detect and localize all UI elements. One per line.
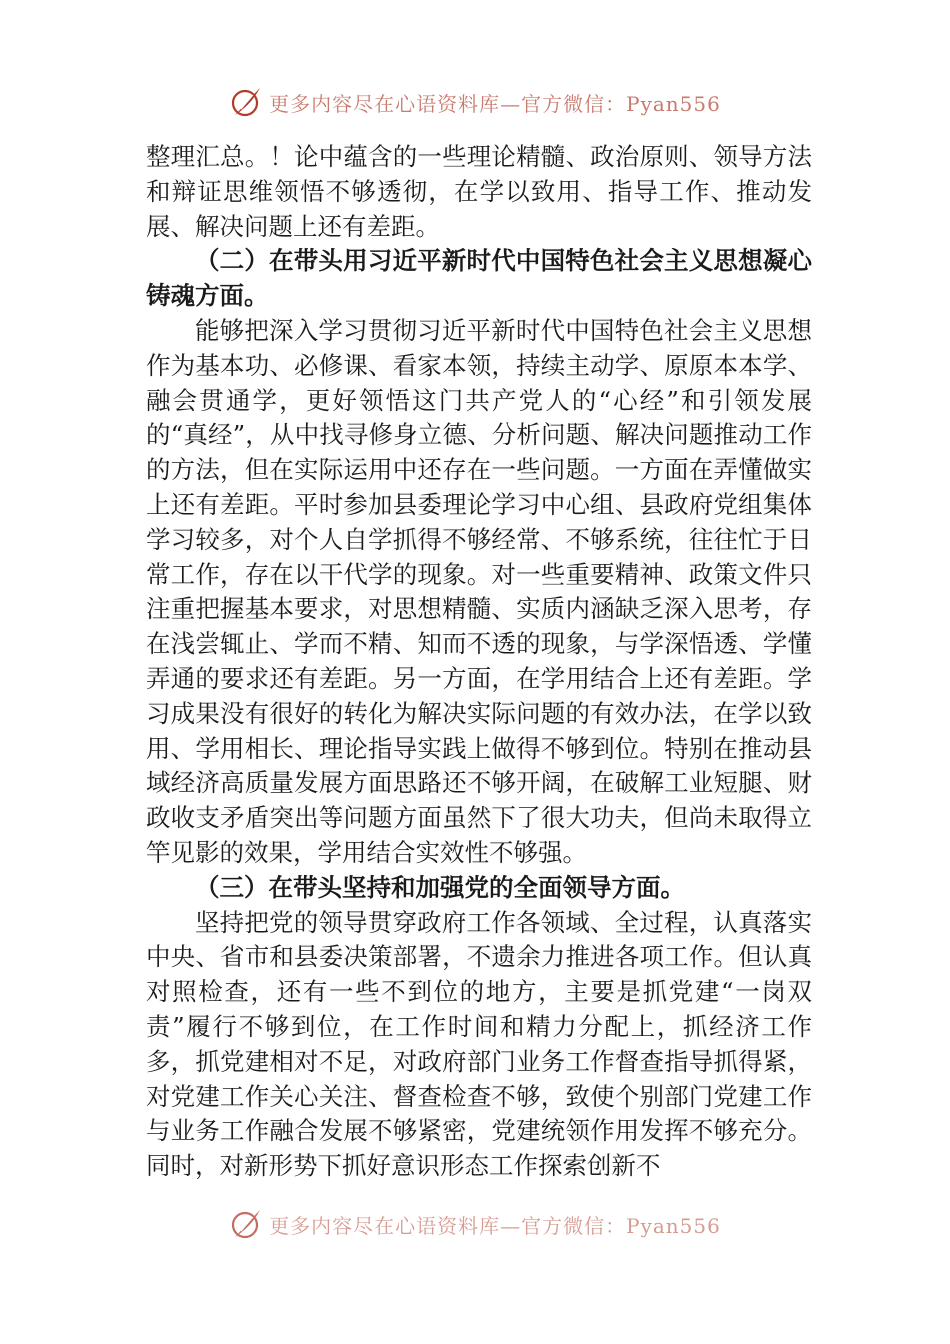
- paragraph-section-3: 坚持把党的领导贯穿政府工作各领域、全过程，认真落实中央、省市和县委决策部署，不遗余力推进各项工作。但认真对照检查，还有一些不到位的地方，主要是抓党建“一岗双责”履行不够到位，在工作时间和精力分配上，抓经济工作多，抓党建相对不足，对政府部门业务工作督查指导抓得紧，对党建工作关心关注、督查检查不够，致使个别部门党建工作与业务工作融合发展不够紧密，党建统领作用发挥不够充分。同时，对新形势下抓好意识形态工作探索创新不: [146, 907, 812, 1181]
- watermark-footer: [0, 1204, 950, 1244]
- document-body: [146, 140, 812, 1184]
- section-heading-2: （二）在带头用习近平新时代中国特色社会主义思想凝心铸魂方面。: [146, 246, 812, 311]
- quill-pen-circle-logo-icon: [229, 1207, 263, 1241]
- paragraph-continuation: 整理汇总。！论中蕴含的一些理论精髓、政治原则、领导方法和辩证思维领悟不够透彻，在学以致用、指导工作、推动发展、解决问题上还有差距。: [146, 142, 812, 241]
- watermark-text: 更多内容尽在心语资料库—官方微信：Pyan556: [269, 1213, 721, 1238]
- quill-pen-circle-logo-icon: [229, 85, 263, 119]
- watermark-text: 更多内容尽在心语资料库—官方微信：Pyan556: [269, 91, 721, 116]
- section-heading-3: （三）在带头坚持和加强党的全面领导方面。: [195, 872, 685, 902]
- watermark-header: [0, 82, 950, 122]
- paragraph-section-2: 能够把深入学习贯彻习近平新时代中国特色社会主义思想作为基本功、必修课、看家本领，持续主动学、原原本本学、融会贯通学，更好领悟这门共产党人的“心经”和引领发展的“真经”，从中找寻修身立德、分析问题、解决问题推动工作的方法，但在实际运用中还存在一些问题。一方面在弄懂做实上还有差距。平时参加县委理论学习中心组、县政府党组集体学习较多，对个人自学抓得不够经常、不够系统，往往忙于日常工作，存在以干代学的现象。对一些重要精神、政策文件只注重把握基本要求，对思想精髓、实质内涵缺乏深入思考，存在浅尝辄止、学而不精、知而不透的现象，与学深悟透、学懂弄通的要求还有差距。另一方面，在学用结合上还有差距。学习成果没有很好的转化为解决实际问题的有效办法，在学以致用、学用相长、理论指导实践上做得不够到位。特别在推动县域经济高质量发展方面思路还不够开阔，在破解工业短腿、财政收支矛盾突出等问题方面虽然下了很大功夫，但尚未取得立竿见影的效果，学用结合实效性不够强。: [146, 315, 812, 867]
